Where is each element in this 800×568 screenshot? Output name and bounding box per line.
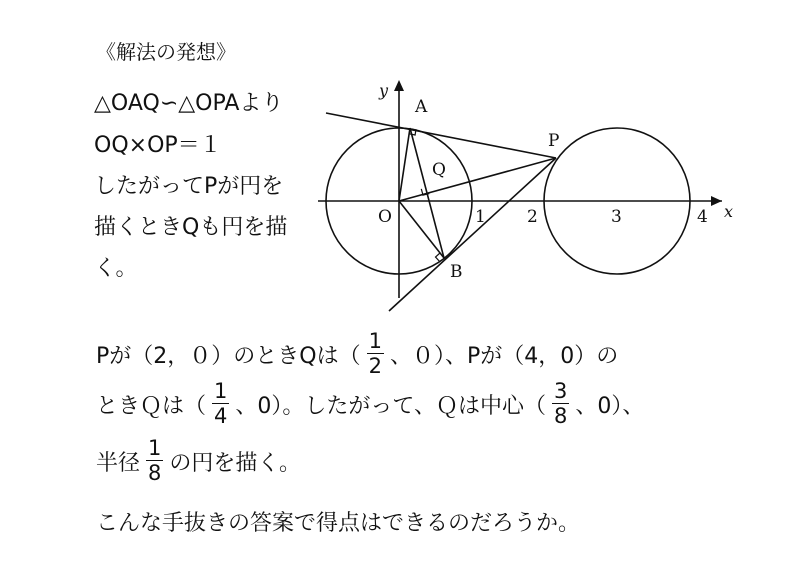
x-axis-arrow-icon [711,196,722,206]
point-A-label: A [415,97,428,117]
tick-label-2: 2 [527,207,538,227]
y-axis-label: y [379,81,389,100]
tick-label-3: 3 [611,207,622,227]
explanation-line-3: く。 [94,256,138,281]
x-axis-label: x [724,202,734,221]
fraction-one-quarter: $\frac{1}{4}$ [214,379,228,428]
y-axis-arrow-icon [394,80,404,91]
paragraph-line-2: ときＱは（ $\frac{1}{4}$ 、0）。したがって、Ｑは中心（ $\frac{3}{8}$ 、0）、 [96,379,645,428]
right-angle-mark-Q [421,189,429,195]
explanation-line-2: 描くときQも円を描 [94,215,288,240]
tangent-line-PA [326,113,556,158]
fraction-one-half: $\frac{1}{2}$ [368,329,382,378]
origin-label: O [378,207,392,227]
paragraph-line-3: 半径 $\frac{1}{8}$ の円を描く。 [96,436,301,485]
segment-OA [399,128,410,201]
fraction-three-eighths: $\frac{3}{8}$ [553,379,568,428]
segment-AB [410,128,444,258]
closing-question: こんな手抜きの答案で得点はできるのだろうか。 [96,510,581,536]
right-angle-mark-B [436,253,441,262]
point-B-label: B [450,262,463,282]
point-Q-label: Q [432,160,446,180]
tick-label-1: 1 [475,207,486,227]
section-heading: 《解法の発想》 [96,40,236,64]
similarity-line: △OAQ∽△OPAより [94,91,284,116]
paragraph-line-1: Pが（2，０）のときQは（ $\frac{1}{2}$ 、０）、Pが（4，0）の [96,329,619,378]
fraction-one-eighth: $\frac{1}{8}$ [148,436,162,485]
explanation-line-1: したがってPが円を [94,174,284,199]
product-line: OQ×OP＝１ [94,133,222,158]
tick-label-4: 4 [697,207,708,227]
point-P-label: P [548,131,560,151]
